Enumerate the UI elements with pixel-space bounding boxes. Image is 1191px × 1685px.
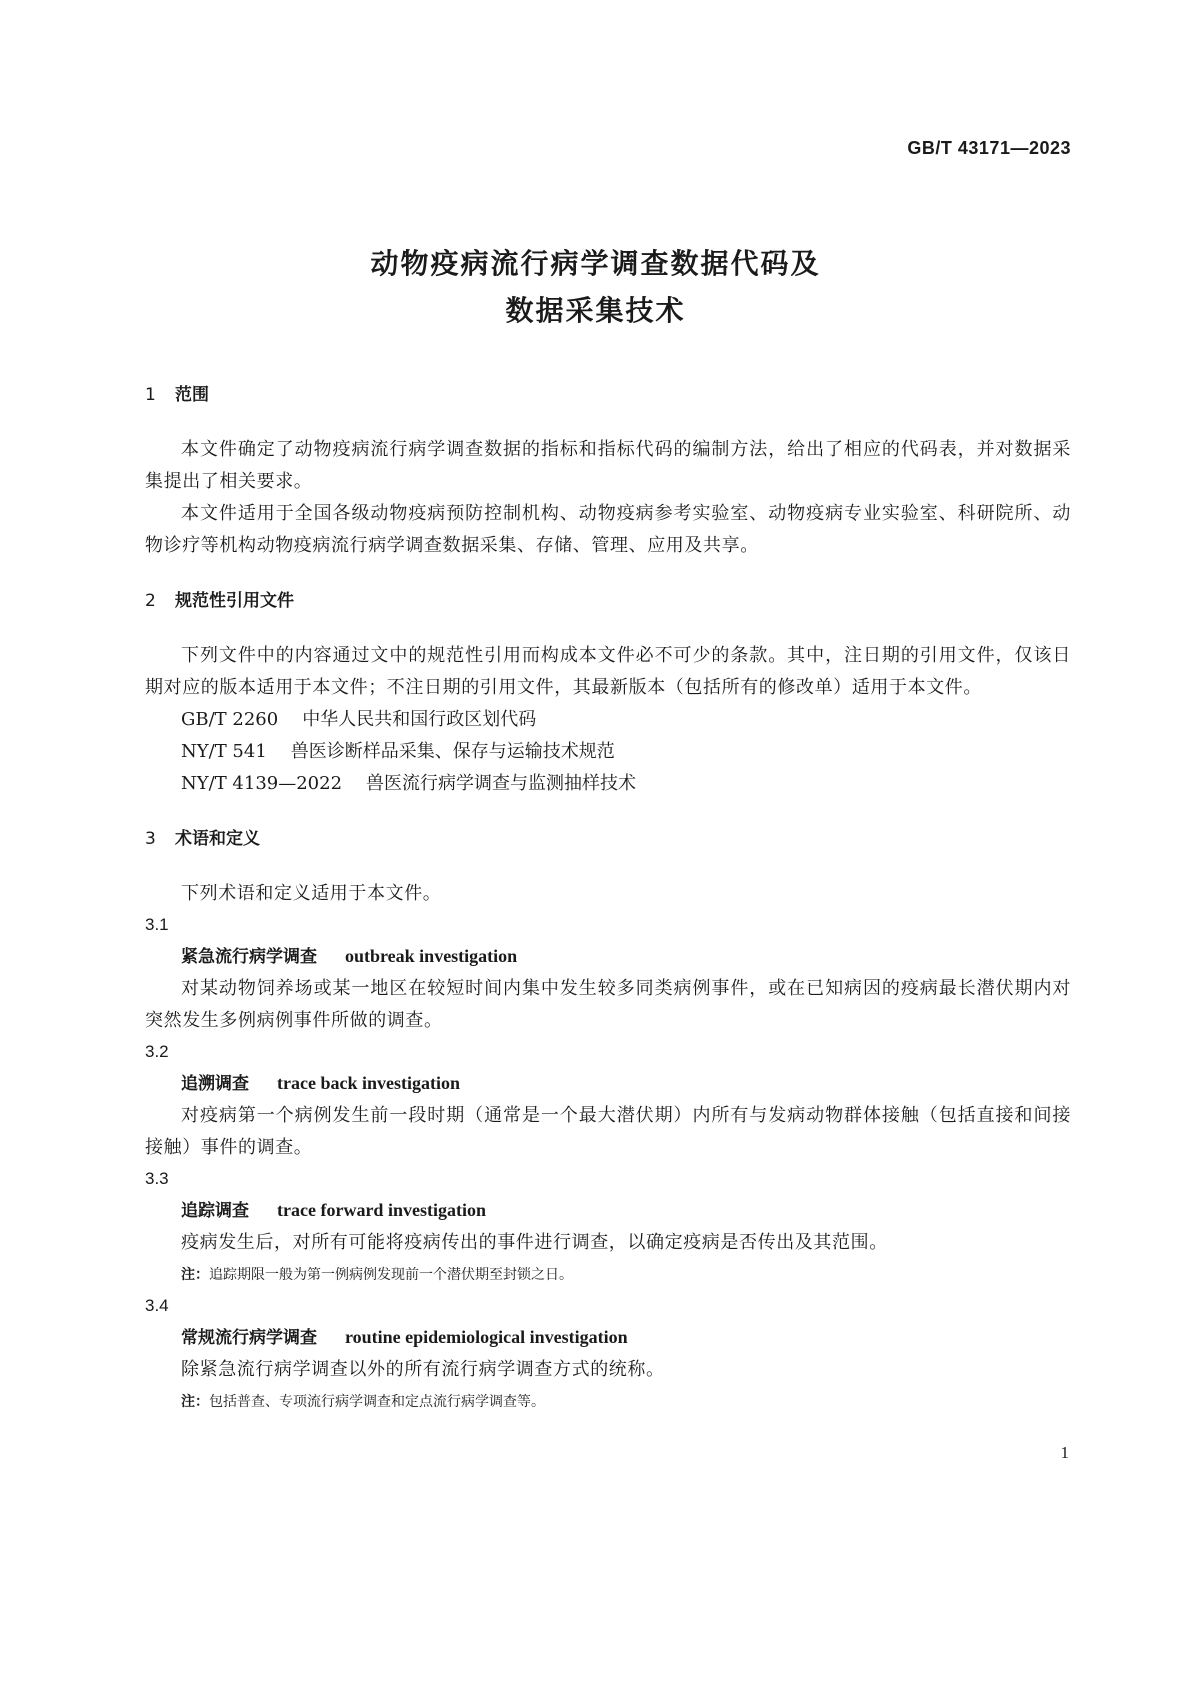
terms-intro: 下列术语和定义适用于本文件。 [181,883,442,904]
section-number: 1 [145,385,156,405]
section-title: 规范性引用文件 [175,591,294,611]
term-name [145,1067,1071,1100]
term-name-zh: 常规流行病学调查 [181,1328,317,1348]
term-name [145,940,1071,973]
reference-code: NY/T 4139—2022 [181,773,343,794]
term-note [145,1386,1071,1418]
term-name-en: trace back investigation [277,1073,460,1093]
term-number: 3.4 [145,1296,169,1315]
page-number: 1 [1060,1443,1069,1462]
document-title [0,240,1191,334]
document-body [145,382,1071,1418]
note-label: 注： [181,1394,209,1410]
section-number: 3 [145,829,156,849]
reference-title: 兽医流行病学调查与监测抽样技术 [366,773,637,794]
term-number: 3.1 [145,915,169,934]
section-2-heading [145,588,1071,614]
term-name-zh: 紧急流行病学调查 [181,947,317,967]
scope-paragraph-2: 本文件适用于全国各级动物疫病预防控制机构、动物疫病参考实验室、动物疫病专业实验室、科研院所、动物诊疗等机构动物疫病流行病学调查数据采集、存储、管理、应用及共享。 [145,503,1071,556]
standard-code: GB/T 43171—2023 [907,138,1071,158]
section-title: 范围 [175,385,209,405]
term-name-en: outbreak investigation [345,946,518,966]
reference-item [145,736,1071,768]
section-3-heading [145,826,1071,852]
note-label: 注： [181,1267,209,1283]
reference-title: 兽医诊断样品采集、保存与运输技术规范 [290,741,615,762]
term-definition: 对某动物饲养场或某一地区在较短时间内集中发生较多同类病例事件，或在已知病因的疫病最长潜伏期内对突然发生多例病例事件所做的调查。 [145,978,1071,1031]
section-number: 2 [145,591,156,611]
reference-title: 中华人民共和国行政区划代码 [302,709,537,730]
term-name-en: trace forward investigation [277,1200,486,1220]
reference-code: GB/T 2260 [181,709,279,730]
section-title: 术语和定义 [175,829,260,849]
term-definition: 疫病发生后，对所有可能将疫病传出的事件进行调查，以确定疫病是否传出及其范围。 [181,1232,888,1253]
term-note [145,1259,1071,1291]
term-name-zh: 追踪调查 [181,1201,249,1221]
term-name-en: routine epidemiological investigation [345,1327,628,1347]
term-number: 3.2 [145,1042,169,1061]
term-definition: 除紧急流行病学调查以外的所有流行病学调查方式的统称。 [181,1359,665,1380]
title-line-1: 动物疫病流行病学调查数据代码及 [370,247,821,280]
references-paragraph: 下列文件中的内容通过文中的规范性引用而构成本文件必不可少的条款。其中，注日期的引用文件，仅该日期对应的版本适用于本文件；不注日期的引用文件，其最新版本（包括所有的修改单）适用于本文件。 [145,645,1071,698]
term-name-zh: 追溯调查 [181,1074,249,1094]
reference-code: NY/T 541 [181,741,267,762]
term-definition: 对疫病第一个病例发生前一段时期（通常是一个最大潜伏期）内所有与发病动物群体接触（包括直接和间接接触）事件的调查。 [145,1105,1071,1158]
note-text: 追踪期限一般为第一例病例发现前一个潜伏期至封锁之日。 [209,1267,573,1283]
term-name [145,1194,1071,1227]
note-text: 包括普查、专项流行病学调查和定点流行病学调查等。 [209,1394,545,1410]
section-1-heading [145,382,1071,408]
scope-paragraph-1: 本文件确定了动物疫病流行病学调查数据的指标和指标代码的编制方法，给出了相应的代码表，并对数据采集提出了相关要求。 [145,439,1071,492]
reference-item [145,704,1071,736]
title-line-2: 数据采集技术 [505,294,686,327]
term-name [145,1321,1071,1354]
reference-item [145,768,1071,800]
term-number: 3.3 [145,1169,169,1188]
